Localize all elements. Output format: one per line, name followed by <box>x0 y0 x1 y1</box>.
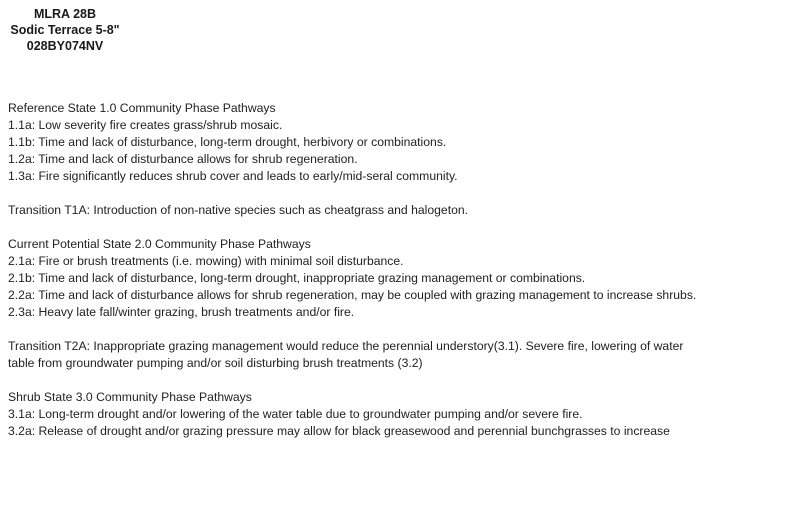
transition-t1a-section <box>8 202 792 219</box>
transition-t2a-section <box>8 338 792 372</box>
site-name: Sodic Terrace 5-8" <box>10 23 120 37</box>
pathway-item: 1.3a: Fire significantly reduces shrub cover and leads to early/mid-seral community. <box>8 169 458 183</box>
pathway-item: 1.1a: Low severity fire creates grass/shrub mosaic. <box>8 118 283 132</box>
pathway-item: 2.2a: Time and lack of disturbance allows for shrub regeneration, may be coupled with grazing management to increase shrubs. <box>8 288 697 302</box>
reference-state-section <box>8 100 792 185</box>
pathway-item: 2.1b: Time and lack of disturbance, long-term drought, inappropriate grazing management or combinations. <box>8 271 586 285</box>
page-header <box>0 6 130 54</box>
pathway-item: 1.1b: Time and lack of disturbance, long-term drought, herbivory or combinations. <box>8 135 447 149</box>
pathway-item: 3.1a: Long-term drought and/or lowering of the water table due to groundwater pumping and/or severe fire. <box>8 407 583 421</box>
site-id: 028BY074NV <box>26 39 104 53</box>
transition-text: Transition T1A: Introduction of non-native species such as cheatgrass and halogeton. <box>8 203 469 217</box>
section-heading: Shrub State 3.0 Community Phase Pathways <box>8 390 252 404</box>
section-heading: Current Potential State 2.0 Community Phase Pathways <box>8 237 311 251</box>
pathway-item: 2.3a: Heavy late fall/winter grazing, brush treatments and/or fire. <box>8 305 355 319</box>
pathway-item: 2.1a: Fire or brush treatments (i.e. mowing) with minimal soil disturbance. <box>8 254 404 268</box>
pathway-item: 3.2a: Release of drought and/or grazing pressure may allow for black greasewood and perennial bunchgrasses to increase <box>8 424 670 438</box>
mlra-title: MLRA 28B <box>33 7 97 21</box>
transition-text-line: table from groundwater pumping and/or soil disturbing brush treatments (3.2) <box>8 356 423 370</box>
pathway-item: 1.2a: Time and lack of disturbance allows for shrub regeneration. <box>8 152 358 166</box>
current-potential-state-section <box>8 236 792 321</box>
transition-text-line: Transition T2A: Inappropriate grazing management would reduce the perennial understory(3.1). Severe fire, lowering of water <box>8 339 684 353</box>
document-body <box>8 100 792 457</box>
section-heading: Reference State 1.0 Community Phase Pathways <box>8 101 276 115</box>
shrub-state-section <box>8 389 792 440</box>
